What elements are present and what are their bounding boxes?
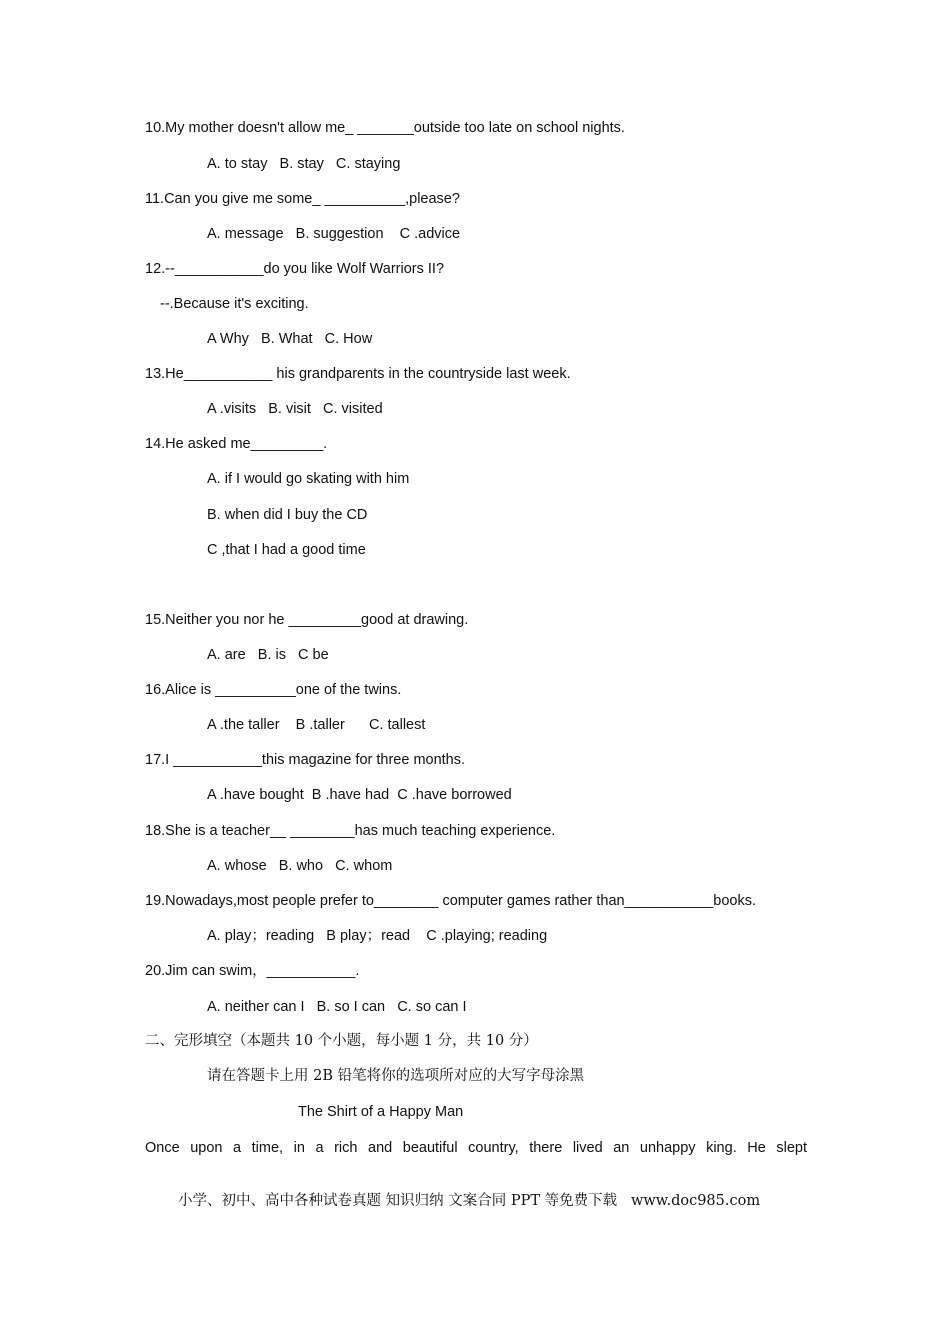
question-17: 17.I ___________this magazine for three months. (145, 752, 466, 768)
question-20: 20.Jim can swim，___________. (145, 963, 360, 979)
question-12-reply: --.Because it's exciting. (160, 296, 309, 312)
question-14: 14.He asked me_________. (145, 436, 328, 452)
question-10: 10.My mother doesn't allow me_ _______outside too late on school nights. (145, 120, 625, 136)
page-footer: 小学、初中、高中各种试卷真题 知识归纳 文案合同 PPT 等免费下载 www.doc985.com (178, 1193, 761, 1209)
question-11: 11.Can you give me some_ __________,please? (145, 191, 460, 207)
section-2-heading: 二、完形填空（本题共 10 个小题，每小题 1 分，共 10 分） (145, 1033, 538, 1049)
question-12-options: A Why B. What C. How (207, 331, 373, 347)
question-19-options: A. play；reading B play；read C .playing; reading (207, 928, 548, 944)
question-13-options: A .visits B. visit C. visited (207, 401, 383, 417)
question-16: 16.Alice is __________one of the twins. (145, 682, 402, 698)
question-10-options: A. to stay B. stay C. staying (207, 156, 401, 172)
passage-first-line: Once upon a time, in a rich and beautiful country, there lived an unhappy king. He slept (145, 1140, 807, 1156)
question-15-options: A. are B. is C be (207, 647, 329, 663)
question-14-option-b: B. when did I buy the CD (207, 507, 368, 523)
question-11-options: A. message B. suggestion C .advice (207, 226, 461, 242)
question-16-options: A .the taller B .taller C. tallest (207, 717, 426, 733)
question-17-options: A .have bought B .have had C .have borrowed (207, 787, 512, 803)
question-18: 18.She is a teacher__ ________has much teaching experience. (145, 823, 556, 839)
question-15: 15.Neither you nor he _________good at drawing. (145, 612, 469, 628)
question-19: 19.Nowadays,most people prefer to________ computer games rather than___________books. (145, 893, 757, 909)
question-12: 12.--___________do you like Wolf Warriors II? (145, 261, 445, 277)
question-14-option-a: A. if I would go skating with him (207, 471, 410, 487)
question-18-options: A. whose B. who C. whom (207, 858, 393, 874)
question-14-option-c: C ,that I had a good time (207, 542, 366, 558)
question-13: 13.He___________ his grandparents in the countryside last week. (145, 366, 571, 382)
passage-title: The Shirt of a Happy Man (298, 1104, 464, 1120)
question-20-options: A. neither can I B. so I can C. so can I (207, 999, 467, 1015)
section-2-instruction: 请在答题卡上用 2B 铅笔将你的选项所对应的大写字母涂黑 (207, 1068, 585, 1084)
